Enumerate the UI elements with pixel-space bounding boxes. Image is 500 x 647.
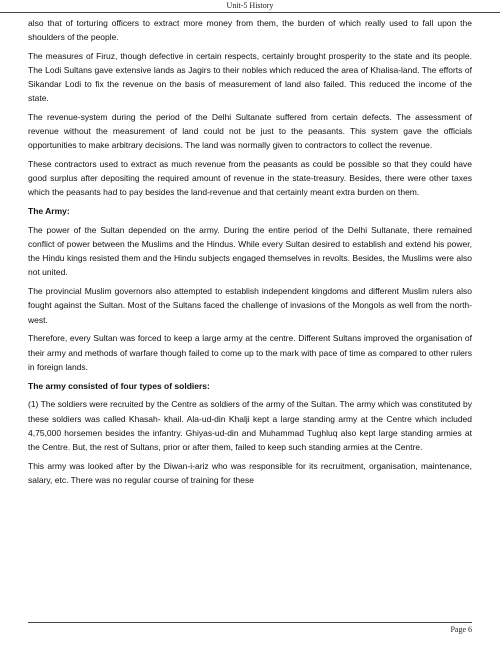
paragraph: also that of torturing officers to extract more money from them, the burden of which really used to fall upon the shoulders of the people. <box>28 18 472 43</box>
document-body <box>28 16 472 492</box>
page-number: Page 6 <box>450 625 472 634</box>
paragraph: (1) The soldiers were recruited by the Centre as soldiers of the army of the Sultan. The army which was constituted by these soldiers was called Khasah- khail. Ala-ud-din Khalji kept a large standing army at the Centre which included 4,75,000 horsemen besides the infantry. Ghiyas-ud-din and Muhammad Tughluq also kept large standing armies at the Centre. But, the rest of Sultans, prior or after them, failed to keep such standing armies at the Centre. <box>28 399 472 452</box>
section-heading-soldier-types: The army consisted of four types of soldiers: <box>28 380 210 391</box>
header-title: Unit-5 History <box>226 1 274 10</box>
page-footer <box>28 622 472 639</box>
running-header <box>0 0 500 13</box>
paragraph: The power of the Sultan depended on the army. During the entire period of the Delhi Sultanate, there remained conflict of power between the Muslims and the Hindus. While every Sultan desired to establish and extend his power, the Hindu kings resisted them and the Hindu subjects engaged themselves in revolts. Besides, the Muslims were also not united. <box>28 225 472 278</box>
paragraph: The measures of Firuz, though defective in certain respects, certainly brought prosperity to the state and its people. The Lodi Sultans gave extensive lands as Jagirs to their nobles which reduced the area of Khalisa-land. The efforts of Sikandar Lodi to fix the revenue on the basis of measurement of land also failed. This reduced the income of the state. <box>28 50 472 104</box>
section-heading-army: The Army: <box>28 206 70 217</box>
paragraph: The provincial Muslim governors also attempted to establish independent kingdoms and different Muslim rulers also fought against the Sultan. Most of the Sultans faced the challenge of invasions of the Mongols as well from the north-west. <box>28 286 472 325</box>
paragraph: These contractors used to extract as much revenue from the peasants as could be possible so that they could have good surplus after depositing the required amount of revenue in the state-treasury. Besides, there were other taxes which the peasants had to pay besides the land-revenue and that certainly meant extra burden on them. <box>28 159 472 198</box>
paragraph: Therefore, every Sultan was forced to keep a large army at the centre. Different Sultans improved the organisation of their army and methods of warfare though failed to come up to the mark with pace of time as compared to other rulers in foreign lands. <box>28 333 472 372</box>
paragraph: This army was looked after by the Diwan-i-ariz who was responsible for its recruitment, organisation, maintenance, salary, etc. There was no regular course of training for these <box>28 460 472 485</box>
paragraph: The revenue-system during the period of the Delhi Sultanate suffered from certain defects. The assessment of revenue without the measurement of land could not be just to the peasants. This system gave the officials opportunities to make arbitrary decisions. The land was normally given to contractors to collect the revenue. <box>28 112 472 151</box>
